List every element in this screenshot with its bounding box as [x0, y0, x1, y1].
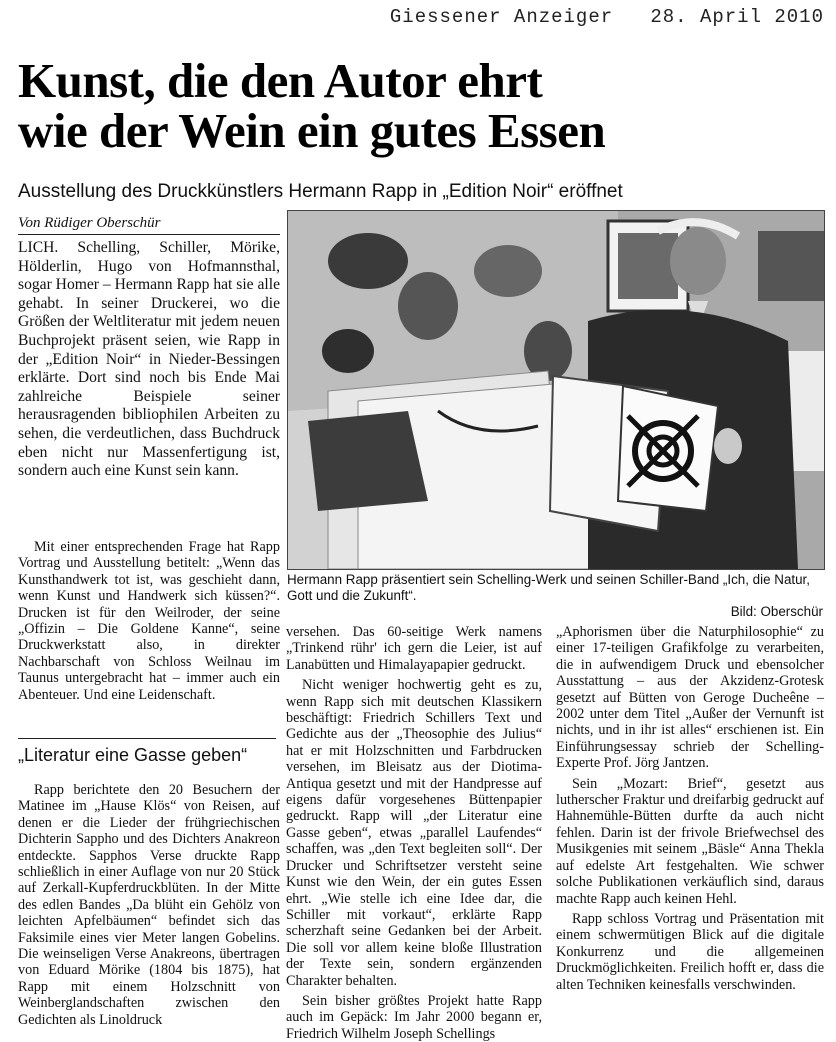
- photo-illustration: [288, 211, 824, 569]
- column-1-top: [18, 539, 280, 703]
- byline: Von Rüdiger Oberschür: [18, 215, 280, 235]
- column-2: [286, 624, 542, 1042]
- col3-paragraph-2: Sein „Mozart: Brief“, gesetzt aus lutherscher Fraktur und dreifarbig gedruckt auf Hahnemühle-Bütten durfte da auch nicht fehlen. Darin ist der frivole Briefwechsel des Musikgenies mit seinem „Bäsle“ Anna Thekla auf edelste Art festgehalten. Wie schwer solche Publikationen verkäuflich sind, daraus machte Rapp auch keinen Hehl.: [556, 775, 824, 907]
- column-3: [556, 624, 824, 993]
- photo-credit: Bild: Oberschür: [730, 604, 823, 619]
- lead-paragraph: [18, 239, 280, 481]
- col1-paragraph-2: Rapp berichtete den 20 Besuchern der Matinee im „Hause Klös“ von Reisen, auf denen er die Lieder der frühgriechischen Dichterin Sappho und des Dichters Anakreon entdeckte. Sapphos Verse druckte Rapp schließlich in einer Auflage von nur 20 Stück auf Zerkall-Kupferdruckblüten. In der Mitte des edlen Bandes „Da blüht ein Gehölz von leichten Apfelbäumen“ befindet sich das Faksimile eines vier Meter langen Gobelins. Die weinseligen Verse Anakreons, übertragen von Eduard Mörike (1804 bis 1875), hat Rapp mit einem Holzschnitt von Weinberglandschaften zwischen den Gedichten als Linoldruck: [18, 782, 280, 1028]
- photo-caption: [287, 572, 823, 620]
- col1-paragraph-1: Mit einer entsprechenden Frage hat Rapp Vortrag und Ausstellung betitelt: „Wenn das Kunsthandwerk tot ist, was geschieht dann, wenn Kunst und Handwerk sich küssen?“. Drucken ist für den Weilroder, der seine „Offizin – Die Goldene Kanne“, seine Druckwerkstatt also, in direkter Nachbarschaft von Schloss Weilnau im Taunus untergebracht hat – immer auch ein Abenteuer. Und eine Leidenschaft.: [18, 539, 280, 703]
- article-photo: [287, 210, 825, 570]
- col2-paragraph-1: versehen. Das 60-seitige Werk namens „Trinkend rühr' ich gern die Leier, ist auf Lanabütten und Himalayapapier gedruckt.: [286, 624, 542, 673]
- subheadline: Ausstellung des Druckkünstlers Hermann Rapp in „Edition Noir“ eröffnet: [18, 181, 623, 202]
- masthead-paper: Giessener Anzeiger: [389, 6, 614, 28]
- lead-text: LICH. Schelling, Schiller, Mörike, Hölderlin, Hugo von Hofmannsthal, sogar Homer – Hermann Rapp hat sie alle gehabt. In seiner Druckerei, wo die Größen der Weltliteratur mit jedem neuen Buchprojekt präsent seien, wie Rapp in der „Edition Noir“ in Nieder-Bessingen erklärte. Dort sind noch bis Ende Mai zahlreiche Beispiele seiner herausragenden bibliophilen Arbeiten zu sehen, die verdeutlichen, dass Buchdruck eben nicht nur Massenfertigung ist, sondern auch eine Kunst sein kann.: [18, 239, 280, 480]
- col2-paragraph-2: Nicht weniger hochwertig geht es zu, wenn Rapp sich mit deutschen Klassikern beschäftigt: Friedrich Schillers Text und Gedichte aus der „Theosophie des Julius“ hat er mit Holzschnitten und Farbdrucken versehen, im Bleisatz aus der Diotima-Antiqua gesetzt und mit der Handpresse auf eigens dafür vorgesehenes Büttenpapier gedruckt. Rapp will „der Literatur eine Gasse geben“, etwas „parallel Laufendes“ schaffen, was „den Text begleiten soll“. Der Drucker und Schriftsetzer versteht seine Kunst wie den Wein, der ein gutes Essen ehrt. „Wie stelle ich eine Idee dar, die Schiller mit vorkaut“, erklärte Rapp scherzhaft seine Gedanken bei der Arbeit. Die soll vor allem keine bloße Illustration der Texte sein, sondern ergänzenden Charakter behalten.: [286, 677, 542, 989]
- headline-line-1: Kunst, die den Autor ehrt: [18, 53, 543, 108]
- col2-paragraph-3: Sein bisher größtes Projekt hatte Rapp auch im Gepäck: Im Jahr 2000 begann er, Friedrich Wilhelm Joseph Schellings: [286, 992, 542, 1042]
- col3-paragraph-1: „Aphorismen über die Naturphilosophie“ zu einer 17-teiligen Grafikfolge zu verarbeiten, die in aufwendigem Druck und ebensolcher Ausstattung – aus der Akzidenz-Grotesk gesetzt auf Bütten von Geroge Ducheêne – 2002 unter dem Titel „Außer der Vernunft ist nichts, und in ihr ist alles“ erschienen ist. Ein Einführungsessay schrieb der Schelling-Experte Prof. Jörg Jantzen.: [556, 624, 824, 772]
- headline-line-2: wie der Wein ein gutes Essen: [18, 103, 606, 158]
- masthead-date: 28. April 2010: [650, 6, 824, 28]
- caption-text: Hermann Rapp präsentiert sein Schelling-Werk und seinen Schiller-Band „Ich, die Natur, Gott und die Zukunft“.: [287, 572, 810, 603]
- masthead: [390, 6, 824, 28]
- column-1-bottom: [18, 782, 280, 1028]
- section-subtitle: „Literatur eine Gasse geben“: [18, 738, 276, 766]
- col3-paragraph-3: Rapp schloss Vortrag und Präsentation mit einem schwermütigen Blick auf die digitale Konkurrenz und die allgemeinen Druckmöglichkeiten. Freilich hofft er, dass die alten Techniken keinesfalls verschwinden.: [556, 910, 824, 993]
- headline: [18, 53, 828, 158]
